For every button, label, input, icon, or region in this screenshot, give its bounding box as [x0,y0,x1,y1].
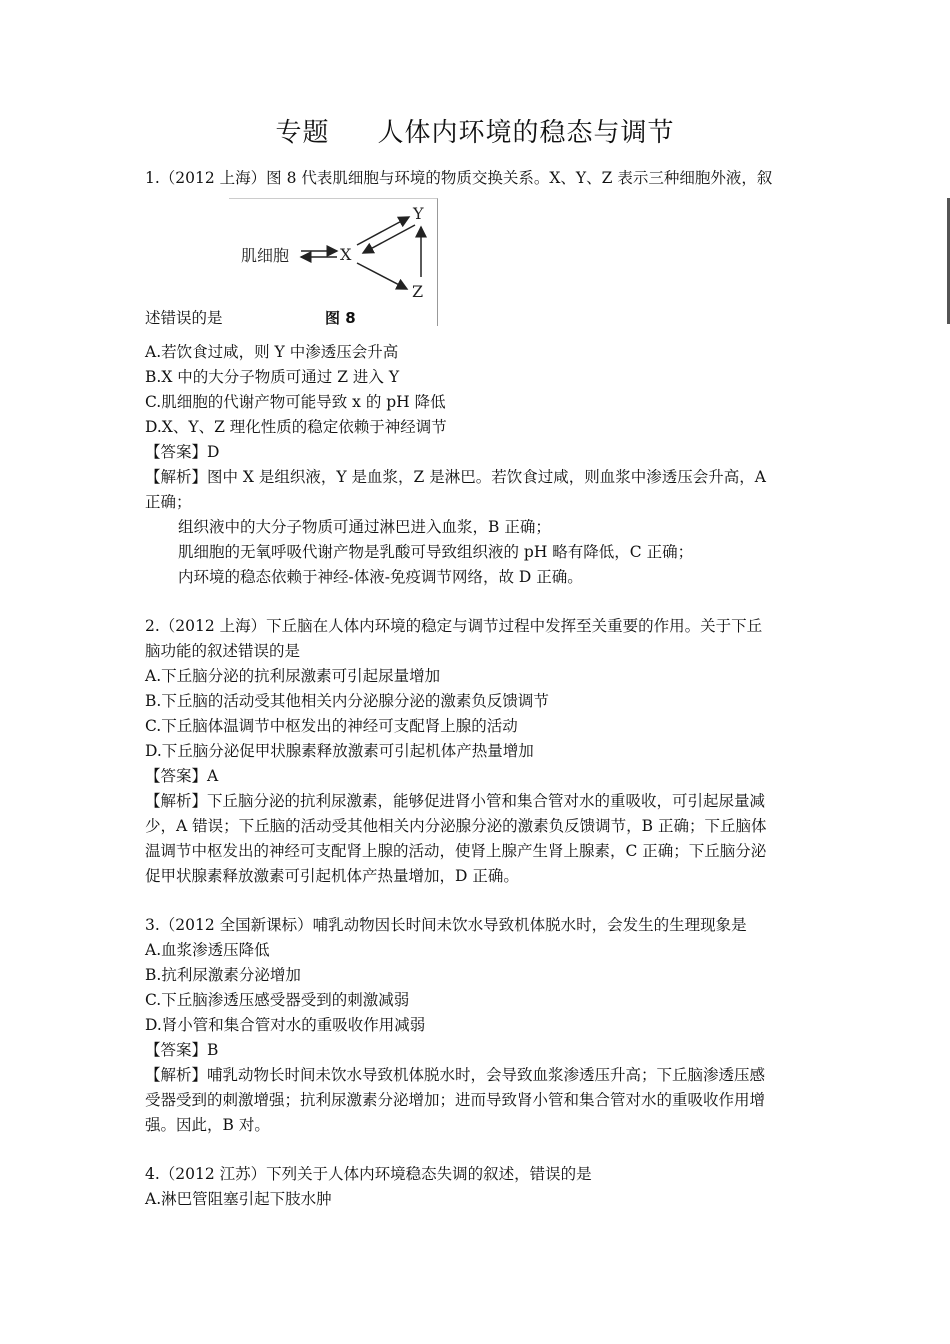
title-prefix: 专题 [275,118,330,148]
exchange-diagram-svg [229,199,437,326]
figure-caption: 图 8 [325,309,356,326]
q3-option-a: A.血浆渗透压降低 [145,941,270,959]
q3-answer: 【答案】B [145,1041,219,1059]
title-main: 人体内环境的稳态与调节 [377,118,675,148]
arrow-y-to-x [363,225,415,253]
node-y: Y [413,204,424,223]
q2-analysis-line4: 促甲状腺素释放激素可引起机体产热量增加，D 正确。 [145,867,519,885]
q2-analysis-line2: 少，A 错误；下丘脑的活动受其他相关内分泌腺分泌的激素负反馈调节，B 正确；下丘脑体 [145,817,767,835]
q2-stem-line2: 脑功能的叙述错误的是 [145,642,301,660]
q1-option-a: A.若饮食过咸，则 Y 中渗透压会升高 [145,343,399,361]
q1-analysis-line5: 内环境的稳态依赖于神经-体液-免疫调节网络，故 D 正确。 [178,568,583,586]
q3-analysis-line2: 受器受到的刺激增强；抗利尿激素分泌增加；进而导致肾小管和集合管对水的重吸收作用增 [145,1091,766,1109]
q2-option-c: C.下丘脑体温调节中枢发出的神经可支配肾上腺的活动 [145,717,518,735]
q2-stem-line1: 2.（2012 上海）下丘脑在人体内环境的稳定与调节过程中发挥至关重要的作用。关于下丘 [145,617,763,635]
q2-option-b: B.下丘脑的活动受其他相关内分泌腺分泌的激素负反馈调节 [145,692,549,710]
q1-option-d: D.X、Y、Z 理化性质的稳定依赖于神经调节 [145,418,447,436]
q1-stem-line2: 述错误的是 [145,309,223,327]
q2-option-a: A.下丘脑分泌的抗利尿激素可引起尿量增加 [145,667,441,685]
node-x: X [340,245,352,264]
q1-analysis-line4: 肌细胞的无氧呼吸代谢产物是乳酸可导致组织液的 pH 略有降低，C 正确； [178,543,694,561]
q1-option-c: C.肌细胞的代谢产物可能导致 x 的 pH 降低 [145,393,446,411]
q3-analysis-line1: 【解析】哺乳动物长时间未饮水导致机体脱水时，会导致血浆渗透压升高；下丘脑渗透压感 [145,1066,766,1084]
q2-analysis-line1: 【解析】下丘脑分泌的抗利尿激素，能够促进肾小管和集合管对水的重吸收，可引起尿量减 [145,792,766,810]
q1-answer: 【答案】D [145,443,220,461]
node-z: Z [412,282,424,301]
node-muscle-cell: 肌细胞 [241,246,290,265]
q3-analysis-line3: 强。因此，B 对。 [145,1116,270,1134]
q2-answer: 【答案】A [145,767,219,785]
q3-option-c: C.下丘脑渗透压感受器受到的刺激减弱 [145,991,410,1009]
q1-analysis-line2: 正确； [145,493,192,511]
q1-analysis-line3: 组织液中的大分子物质可通过淋巴进入血浆，B 正确； [178,518,551,536]
q3-stem: 3.（2012 全国新课标）哺乳动物因长时间未饮水导致机体脱水时，会发生的生理现象是 [145,916,747,934]
q3-option-d: D.肾小管和集合管对水的重吸收作用减弱 [145,1016,426,1034]
figure-8-diagram [229,198,438,326]
q1-option-b: B.X 中的大分子物质可通过 Z 进入 Y [145,368,400,386]
arrow-x-to-y [357,217,409,245]
q3-option-b: B.抗利尿激素分泌增加 [145,966,301,984]
q1-stem-line1: 1.（2012 上海）图 8 代表肌细胞与环境的物质交换关系。X、Y、Z 表示三种细胞外液，叙 [145,169,773,187]
q4-stem: 4.（2012 江苏）下列关于人体内环境稳态失调的叙述，错误的是 [145,1165,592,1183]
arrow-x-to-z [357,263,407,289]
q4-option-a: A.淋巴管阻塞引起下肢水肿 [145,1190,332,1208]
q2-analysis-line3: 温调节中枢发出的神经可支配肾上腺的活动，使肾上腺产生肾上腺素，C 正确；下丘脑分泌 [145,842,767,860]
q2-option-d: D.下丘脑分泌促甲状腺素释放激素可引起机体产热量增加 [145,742,534,760]
document-title [0,112,950,149]
q1-analysis-line1: 【解析】图中 X 是组织液，Y 是血浆，Z 是淋巴。若饮食过咸，则血浆中渗透压会升高，A [145,468,766,486]
